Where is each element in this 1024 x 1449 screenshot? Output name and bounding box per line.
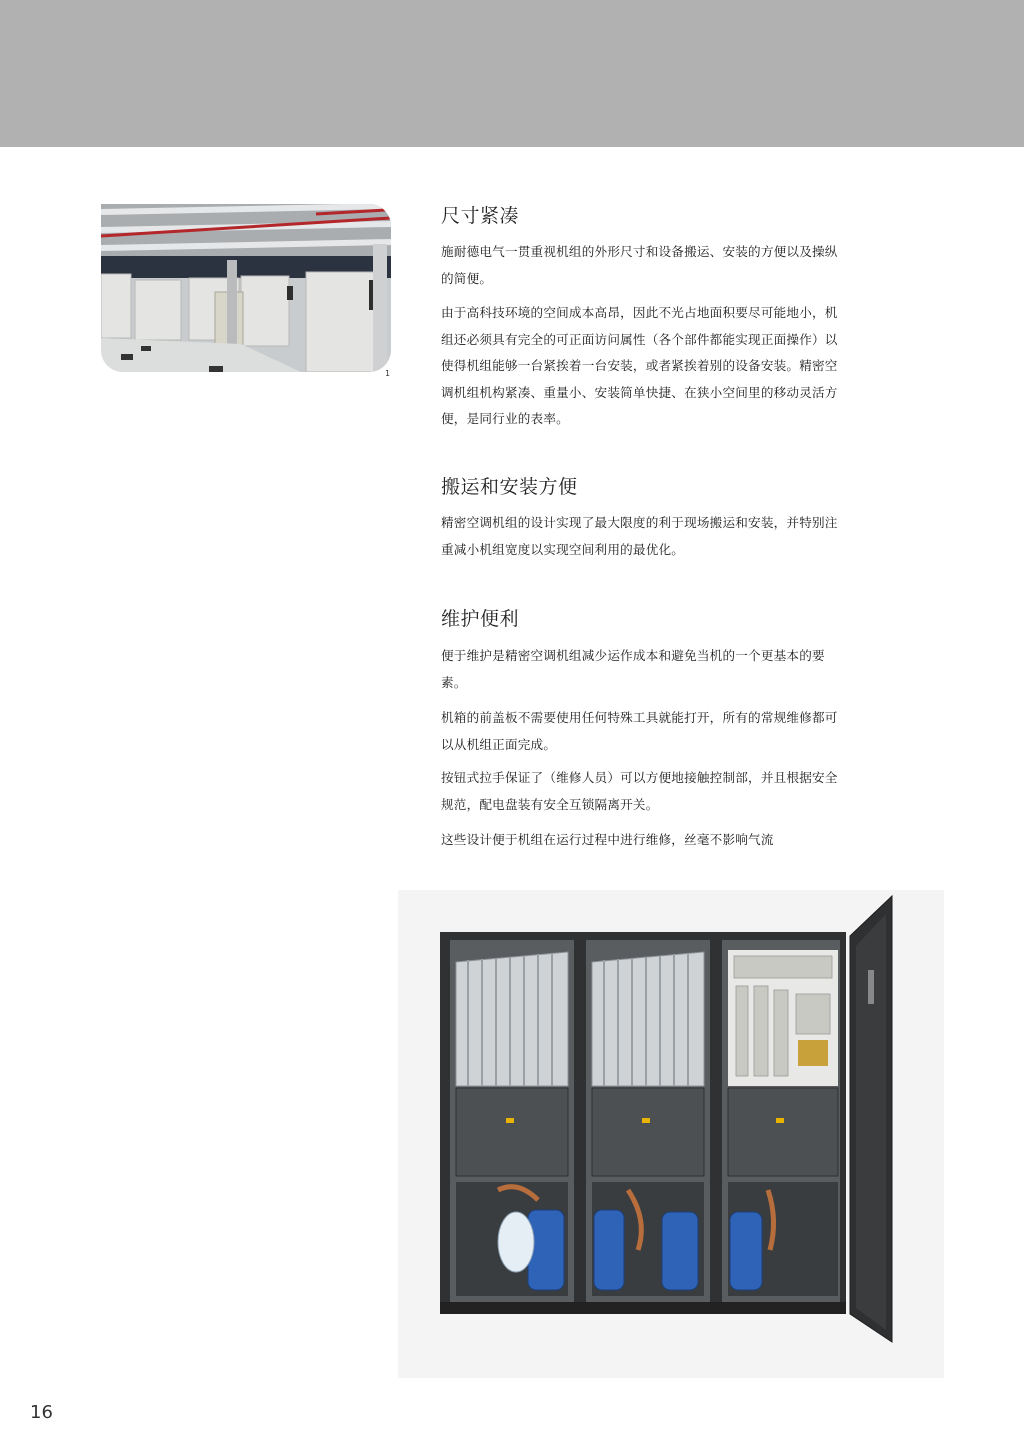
section-body	[441, 827, 841, 854]
section-maintenance	[441, 604, 841, 631]
paragraph: 由于高科技环境的空间成本高昂，因此不光占地面积要尽可能地小，机组还必须具有完全的可正面访问属性（各个部件都能实现正面操作）以使得机组能够一台紧挨着一台安装，或者紧挨着别的设备安装。精密空调机组机构紧凑、重量小、安装简单快捷、在狭小空间里的移动灵活方便，是同行业的表率。	[441, 305, 838, 426]
section-body	[441, 510, 841, 563]
section-handling-installation	[441, 472, 841, 499]
data-center-photo	[101, 204, 391, 372]
figure-marker: 1	[385, 369, 391, 378]
section-title: 搬运和安装方便	[441, 476, 578, 498]
paragraph: 机箱的前盖板不需要使用任何特殊工具就能打开，所有的常规维修都可以从机组正面完成。	[441, 710, 838, 752]
section-body	[441, 765, 841, 818]
paragraph: 这些设计便于机组在运行过程中进行维修，丝毫不影响气流	[441, 832, 774, 847]
section-compact-size	[441, 201, 841, 228]
section-body	[441, 239, 841, 292]
section-body	[441, 300, 841, 433]
section-title: 尺寸紧凑	[441, 205, 520, 227]
paragraph: 施耐德电气一贯重视机组的外形尺寸和设备搬运、安装的方便以及操纵的简便。	[441, 244, 838, 286]
paragraph: 便于维护是精密空调机组减少运作成本和避免当机的一个更基本的要素。	[441, 648, 825, 690]
header-band	[0, 0, 1024, 147]
section-title: 维护便利	[441, 608, 520, 630]
paragraph: 精密空调机组的设计实现了最大限度的利于现场搬运和安装，并特别注重减小机组宽度以实现空间利用的最优化。	[441, 515, 838, 557]
precision-ac-unit-photo	[398, 890, 944, 1378]
paragraph: 按钮式拉手保证了（维修人员）可以方便地接触控制部，并且根据安全规范，配电盘装有安全互锁隔离开关。	[441, 770, 838, 812]
section-body	[441, 643, 841, 696]
section-body	[441, 705, 841, 758]
page-number: 16	[30, 1402, 53, 1423]
